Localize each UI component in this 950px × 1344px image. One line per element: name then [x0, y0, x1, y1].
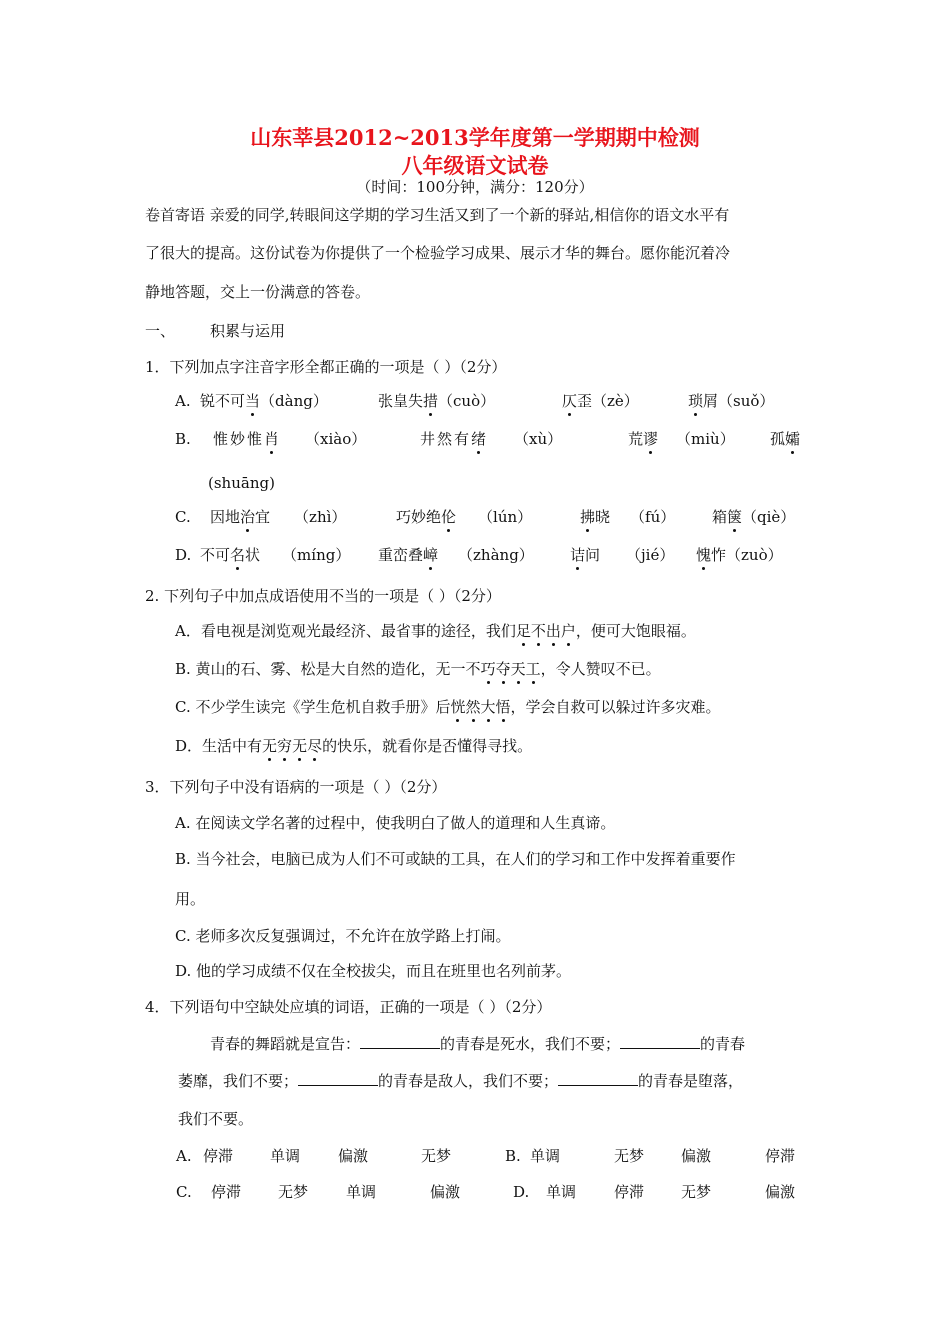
- q1-option-d-label: D.: [175, 546, 192, 564]
- exam-title: 山东莘县2012~2013学年度第一学期期中检测: [250, 125, 700, 150]
- q4-c-word-1: 停滞: [211, 1183, 242, 1201]
- q4-d-word-2: 停滞: [614, 1183, 645, 1201]
- q4-b-word-3: 偏激: [681, 1147, 712, 1165]
- emphasized-char: 巧: [480, 660, 496, 678]
- q1-d-word-1: 不可名状 （míng）: [200, 546, 351, 564]
- emphasized-char: 出: [545, 622, 561, 640]
- q3-option-c: C. 老师多次反复强调过，不允许在放学路上打闹。: [175, 927, 511, 945]
- q2-option-d: D．生活中有无穷无尽的快乐，就看你是否懂得寻找。: [175, 737, 533, 755]
- q4-option-b-label: B.: [505, 1147, 521, 1165]
- q4-a-word-2: 单调: [270, 1147, 301, 1165]
- q1-b-word-1: 惟妙惟肖 （xiào）: [213, 430, 367, 448]
- intro-line-3: 静地答题，交上一份满意的答卷。: [145, 283, 371, 301]
- q4-passage-line-3: 我们不要。: [178, 1110, 254, 1128]
- emphasized-char: 户: [560, 622, 576, 640]
- fill-blank[interactable]: [360, 1034, 440, 1049]
- q1-option-a-label: A.: [175, 392, 191, 410]
- question-3-stem: 3．下列句子中没有语病的一项是（ ）（2分）: [145, 778, 447, 796]
- q1-b-pinyin-4: (shuāng): [208, 474, 275, 492]
- q1-c-word-3: 拂晓 （fú）: [580, 508, 676, 526]
- q1-c-word-2: 巧妙绝伦 （lún）: [396, 508, 533, 526]
- q4-c-word-2: 无梦: [278, 1183, 309, 1201]
- q3-option-b-line-2: 用。: [175, 890, 206, 908]
- q1-d-word-4: 愧怍（zuò）: [696, 546, 783, 564]
- q3-option-a: A. 在阅读文学名著的过程中，使我明白了做人的道理和人生真谛。: [175, 814, 616, 832]
- emphasized-char: 不: [530, 622, 546, 640]
- exam-time-score: （时间：100分钟，满分：120分）: [356, 178, 594, 196]
- q2-option-c: C. 不少学生读完《学生危机自救手册》后恍然大悟，学会自救可以躲过许多灾难。: [175, 698, 721, 716]
- question-1-stem: 1．下列加点字注音字形全都正确的一项是（ ）（2分）: [145, 358, 507, 376]
- emphasized-char: 夺: [495, 660, 511, 678]
- q4-a-word-1: 停滞: [203, 1147, 234, 1165]
- q1-b-word-4: 孤孀: [770, 430, 801, 448]
- question-2-stem: 2. 下列句子中加点成语使用不当的一项是（ ）（2分）: [145, 587, 501, 605]
- q1-a-word-3: 仄歪（zè）: [562, 392, 639, 410]
- q1-b-word-3: 荒谬 （miù）: [628, 430, 735, 448]
- q1-a-word-1: 锐不可当（dàng）: [200, 392, 328, 410]
- q2-b-idiom: [481, 660, 541, 678]
- q4-b-word-2: 无梦: [614, 1147, 645, 1165]
- q4-c-word-4: 偏激: [430, 1183, 461, 1201]
- fill-blank[interactable]: [558, 1071, 638, 1086]
- q3-option-b-line-1: B. 当今社会，电脑已成为人们不可或缺的工具，在人们的学习和工作中发挥着重要作: [175, 850, 736, 868]
- emphasized-char: 然: [465, 698, 481, 716]
- q4-option-d-label: D.: [513, 1183, 530, 1201]
- emphasized-char: 尽: [307, 737, 323, 755]
- q1-c-word-4: 箱箧（qiè）: [712, 508, 796, 526]
- q4-a-word-4: 无梦: [421, 1147, 452, 1165]
- q4-passage-line-1: 青春的舞蹈就是宣告： 的青春是死水，我们不要； 的青春: [210, 1035, 746, 1053]
- q4-d-word-1: 单调: [546, 1183, 577, 1201]
- q4-a-word-3: 偏激: [338, 1147, 369, 1165]
- emphasized-char: 足: [515, 622, 531, 640]
- section-title: 积累与运用: [210, 322, 286, 340]
- emphasized-char: 工: [525, 660, 541, 678]
- q4-option-c-label: C.: [176, 1183, 192, 1201]
- q1-d-word-2: 重峦叠嶂 （zhàng）: [378, 546, 534, 564]
- q2-a-idiom: [516, 622, 576, 640]
- q1-c-word-1: 因地治宜 （zhì）: [210, 508, 347, 526]
- q4-c-word-3: 单调: [346, 1183, 377, 1201]
- emphasized-char: 穷: [277, 737, 293, 755]
- fill-blank[interactable]: [620, 1034, 700, 1049]
- q1-a-word-2: 张皇失措（cuò）: [378, 392, 496, 410]
- emphasized-char: 天: [510, 660, 526, 678]
- q1-option-b-label: B.: [175, 430, 191, 448]
- q2-d-idiom: [262, 737, 322, 755]
- q1-b-word-2: 井然有绪 （xù）: [420, 430, 563, 448]
- intro-line-1: 卷首寄语 亲爱的同学,转眼间这学期的学习生活又到了一个新的驿站,相信你的语文水平有: [145, 206, 730, 224]
- q1-option-c-label: C.: [175, 508, 191, 526]
- q3-option-d: D. 他的学习成绩不仅在全校拔尖，而且在班里也名列前茅。: [175, 962, 572, 980]
- q1-d-word-3: 诘问 （jié）: [570, 546, 675, 564]
- question-4-stem: 4．下列语句中空缺处应填的词语，正确的一项是（ ）（2分）: [145, 998, 552, 1016]
- emphasized-char: 大: [480, 698, 496, 716]
- q4-d-word-3: 无梦: [681, 1183, 712, 1201]
- q2-c-idiom: [450, 698, 510, 716]
- q2-option-b: B. 黄山的石、雾、松是大自然的造化，无一不巧夺天工，令人赞叹不已。: [175, 660, 661, 678]
- q1-a-word-4: 琐屑（suǒ）: [688, 392, 775, 410]
- intro-line-2: 了很大的提高。这份试卷为你提供了一个检验学习成果、展示才华的舞台。愿你能沉着冷: [145, 244, 731, 262]
- emphasized-char: 恍: [450, 698, 466, 716]
- exam-subtitle: 八年级语文试卷: [401, 153, 549, 178]
- emphasized-char: 悟: [495, 698, 511, 716]
- fill-blank[interactable]: [298, 1071, 378, 1086]
- emphasized-char: 无: [292, 737, 308, 755]
- q4-d-word-4: 偏激: [765, 1183, 796, 1201]
- q2-option-a: A．看电视是浏览观光最经济、最省事的途径，我们足不出户，便可大饱眼福。: [175, 622, 696, 640]
- section-number: 一、: [145, 322, 176, 340]
- q4-b-word-1: 单调: [530, 1147, 561, 1165]
- q4-option-a-label: A.: [176, 1147, 192, 1165]
- q4-passage-line-2: 萎靡，我们不要； 的青春是敌人，我们不要； 的青春是堕落，: [178, 1072, 744, 1090]
- emphasized-char: 无: [262, 737, 278, 755]
- q4-b-word-4: 停滞: [765, 1147, 796, 1165]
